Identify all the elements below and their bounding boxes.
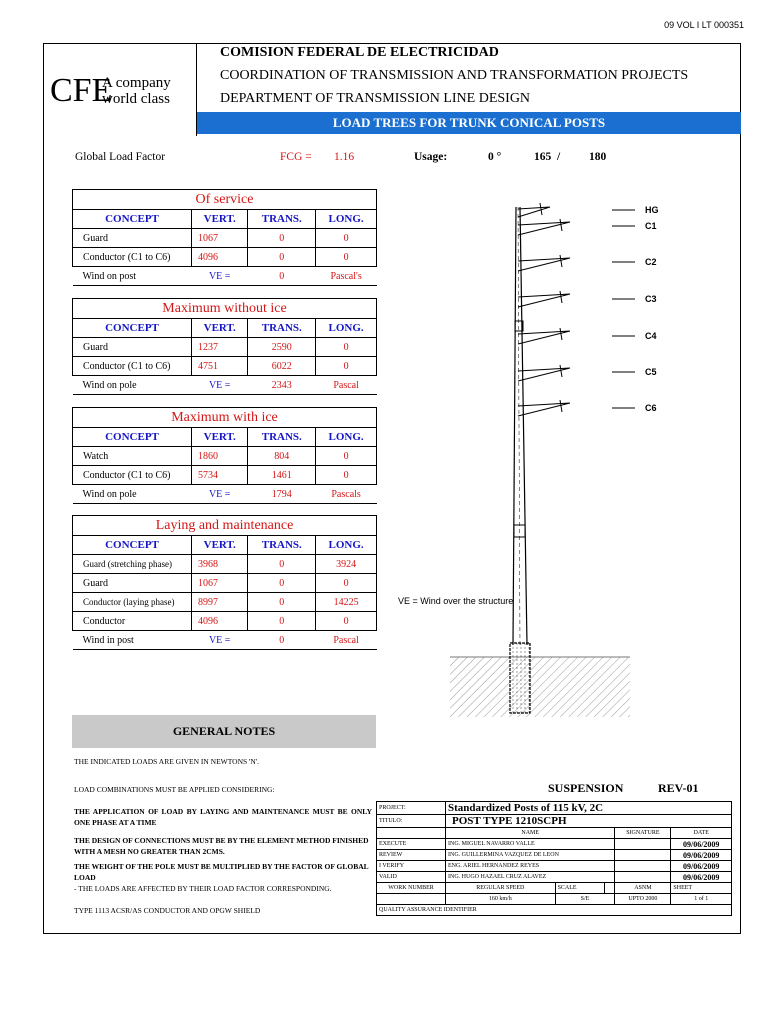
label-c3: C3 xyxy=(645,294,657,304)
col-vert: VERT. xyxy=(192,428,248,447)
cfe-logo xyxy=(50,72,190,112)
row-trans: 0 xyxy=(248,612,316,631)
wind-value: 0 xyxy=(248,267,316,286)
table-row xyxy=(73,574,377,593)
person-name: ING. HUGO HAZAEL CRUZ ALAVEZ xyxy=(446,872,615,883)
row-vert: 5734 xyxy=(192,466,248,485)
col-name: NAME xyxy=(446,828,615,839)
role: VALID xyxy=(377,872,446,883)
person-name: ING. MIGUEL NAVARRO VALLE xyxy=(446,839,615,850)
pole-left-edge xyxy=(513,207,516,645)
usage-label: Usage: xyxy=(414,151,448,163)
signature xyxy=(615,839,671,850)
row-concept: Guard (stretching phase) xyxy=(73,555,192,574)
usage-angle-1: 0 ° xyxy=(488,151,502,163)
person-name: ING. GUILLERMINA VAZQUEZ DE LEON xyxy=(446,850,615,861)
role: EXECUTE xyxy=(377,839,446,850)
row-concept: Conductor (C1 to C6) xyxy=(73,357,192,376)
pole-axis xyxy=(518,207,520,645)
load-table-max-with-ice xyxy=(72,407,377,504)
table-title: Maximum with ice xyxy=(73,408,377,428)
table-row xyxy=(73,555,377,574)
row-long: 0 xyxy=(316,357,377,376)
label-c2: C2 xyxy=(645,257,657,267)
wind-unit: Pascal's xyxy=(316,267,377,286)
table-row xyxy=(73,447,377,466)
row-vert: 4096 xyxy=(192,612,248,631)
wind-ve-label: VE = xyxy=(192,376,248,395)
table-row xyxy=(73,612,377,631)
suspension-label: SUSPENSION xyxy=(548,781,624,795)
document-id: 09 VOL I LT 000351 xyxy=(664,20,744,30)
table-row xyxy=(73,357,377,376)
table-row xyxy=(73,338,377,357)
load-table-laying-maintenance xyxy=(72,515,377,650)
wind-note: VE = Wind over the structure xyxy=(398,596,514,606)
col-date: DATE xyxy=(671,828,732,839)
col-concept: CONCEPT xyxy=(73,319,192,338)
row-concept: Watch xyxy=(73,447,192,466)
wind-value: 0 xyxy=(248,631,316,650)
col-vert: VERT. xyxy=(192,210,248,229)
footer-label: SHEET xyxy=(671,883,732,894)
row-vert: 8997 xyxy=(192,593,248,612)
wind-row xyxy=(73,376,377,395)
usage-angle-2: 165 xyxy=(534,151,552,163)
date: 09/06/2009 xyxy=(671,850,732,861)
table-row xyxy=(73,593,377,612)
footer-label: REGULAR SPEED xyxy=(446,883,556,894)
row-long: 0 xyxy=(316,338,377,357)
label-c5: C5 xyxy=(645,367,657,377)
row-trans: 0 xyxy=(248,574,316,593)
row-concept: Guard xyxy=(73,338,192,357)
load-factor-label: Global Load Factor xyxy=(75,151,166,163)
general-notes-title: GENERAL NOTES xyxy=(72,715,376,748)
usage-separator: / xyxy=(557,151,561,163)
row-trans: 2590 xyxy=(248,338,316,357)
label-hg: HG xyxy=(645,205,659,215)
row-long: 0 xyxy=(316,229,377,248)
foundation xyxy=(510,643,530,713)
signature xyxy=(615,861,671,872)
footer-value xyxy=(377,894,446,905)
wind-row xyxy=(73,267,377,286)
row-vert: 1067 xyxy=(192,574,248,593)
title-banner: LOAD TREES FOR TRUNK CONICAL POSTS xyxy=(197,112,741,134)
table-title: Maximum without ice xyxy=(73,299,377,319)
row-long: 3924 xyxy=(316,555,377,574)
note-6: - THE LOADS ARE AFFECTED BY THEIR LOAD FACTOR CORRESPONDING. xyxy=(74,884,332,893)
col-trans: TRANS. xyxy=(248,428,316,447)
logo-line1: A company xyxy=(102,75,171,91)
label-c1: C1 xyxy=(645,221,657,231)
table-row xyxy=(73,248,377,267)
table-title: Of service xyxy=(73,190,377,210)
footer-label: SCALE xyxy=(555,883,604,894)
row-long: 0 xyxy=(316,447,377,466)
project-label: PROJECT: xyxy=(377,802,446,815)
wind-row xyxy=(73,631,377,650)
note-2: LOAD COMBINATIONS MUST BE APPLIED CONSIDERING: xyxy=(74,785,275,794)
header-department: DEPARTMENT OF TRANSMISSION LINE DESIGN xyxy=(220,91,531,106)
fcg-label: FCG = xyxy=(280,151,312,163)
row-trans: 0 xyxy=(248,229,316,248)
wind-value: 2343 xyxy=(248,376,316,395)
pole-right-edge xyxy=(520,207,527,645)
footer-value: 1 of 1 xyxy=(671,894,732,905)
row-vert: 4096 xyxy=(192,248,248,267)
wind-label: Wind on pole xyxy=(73,376,192,395)
col-concept: CONCEPT xyxy=(73,536,192,555)
label-c6: C6 xyxy=(645,403,657,413)
logo-mark: CFE xyxy=(50,72,113,109)
table-row xyxy=(377,850,732,861)
row-concept: Guard xyxy=(73,229,192,248)
wind-ve-label: VE = xyxy=(192,631,248,650)
wind-unit: Pascal xyxy=(316,631,377,650)
footer-value: UPTO 2000 xyxy=(615,894,671,905)
col-long: LONG. xyxy=(316,536,377,555)
signature xyxy=(615,850,671,861)
wind-label: Wind on post xyxy=(73,267,192,286)
wind-unit: Pascals xyxy=(316,485,377,504)
row-concept: Conductor (C1 to C6) xyxy=(73,466,192,485)
level-lines xyxy=(612,210,635,408)
row-trans: 0 xyxy=(248,248,316,267)
row-vert: 1067 xyxy=(192,229,248,248)
col-trans: TRANS. xyxy=(248,319,316,338)
row-concept: Conductor (C1 to C6) xyxy=(73,248,192,267)
footer-value: 160 km/h xyxy=(446,894,556,905)
table-row xyxy=(73,466,377,485)
wind-unit: Pascal xyxy=(316,376,377,395)
wind-ve-label: VE = xyxy=(192,267,248,286)
table-row xyxy=(73,229,377,248)
note-1: THE INDICATED LOADS ARE GIVEN IN NEWTONS 'N'. xyxy=(74,757,260,766)
ground-hatch xyxy=(450,657,630,717)
table-row xyxy=(377,861,732,872)
note-3: THE APPLICATION OF LOAD BY LAYING AND MAINTENANCE MUST BE ONLY ONE PHASE AT A TIME xyxy=(74,807,372,827)
title-block xyxy=(376,801,732,916)
pole-diagram xyxy=(420,195,680,720)
fcg-value: 1.16 xyxy=(334,151,355,163)
col-trans: TRANS. xyxy=(248,210,316,229)
load-table-of-service xyxy=(72,189,377,286)
row-concept: Guard xyxy=(73,574,192,593)
wind-ve-label: VE = xyxy=(192,485,248,504)
header-coordination: COORDINATION OF TRANSMISSION AND TRANSFORMATION PROJECTS xyxy=(220,68,689,83)
wind-label: Wind on pole xyxy=(73,485,192,504)
revision-label: REV-01 xyxy=(658,781,699,795)
qa-identifier: QUALITY ASSURANCE IDENTIFIER xyxy=(377,905,732,916)
wind-label: Wind in post xyxy=(73,631,192,650)
col-concept: CONCEPT xyxy=(73,428,192,447)
header-org: COMISION FEDERAL DE ELECTRICIDAD xyxy=(220,45,499,60)
col-long: LONG. xyxy=(316,210,377,229)
col-trans: TRANS. xyxy=(248,536,316,555)
row-vert: 1860 xyxy=(192,447,248,466)
footer-label: WORK NUMBER xyxy=(377,883,446,894)
row-trans: 6022 xyxy=(248,357,316,376)
row-trans: 804 xyxy=(248,447,316,466)
row-long: 0 xyxy=(316,612,377,631)
project-value: Standardized Posts of 115 kV, 2C xyxy=(446,802,732,815)
col-vert: VERT. xyxy=(192,319,248,338)
titulo-label: TITULO: xyxy=(377,815,446,828)
titulo-value: POST TYPE 1210SCPH xyxy=(446,815,732,828)
note-5: THE WEIGHT OF THE POLE MUST BE MULTIPLIED BY THE FACTOR OF GLOBAL LOAD xyxy=(74,862,369,882)
person-name: ENG. ARIEL HERNANDEZ REYES xyxy=(446,861,615,872)
footer-value: S/E xyxy=(555,894,615,905)
col-long: LONG. xyxy=(316,319,377,338)
row-long: 0 xyxy=(316,574,377,593)
note-7: TYPE 1113 ACSR/AS CONDUCTOR AND OPGW SHIELD xyxy=(74,906,261,915)
col-vert: VERT. xyxy=(192,536,248,555)
signature xyxy=(615,872,671,883)
table-title: Laying and maintenance xyxy=(73,516,377,536)
row-long: 14225 xyxy=(316,593,377,612)
col-signature: SIGNATURE xyxy=(615,828,671,839)
col-concept: CONCEPT xyxy=(73,210,192,229)
row-long: 0 xyxy=(316,466,377,485)
row-long: 0 xyxy=(316,248,377,267)
label-c4: C4 xyxy=(645,331,657,341)
role: I VERIFY xyxy=(377,861,446,872)
table-row xyxy=(377,839,732,850)
row-concept: Conductor xyxy=(73,612,192,631)
row-concept: Conductor (laying phase) xyxy=(73,593,192,612)
row-vert: 4751 xyxy=(192,357,248,376)
date: 09/06/2009 xyxy=(671,861,732,872)
row-vert: 1237 xyxy=(192,338,248,357)
usage-angle-3: 180 xyxy=(589,151,607,163)
crossarms xyxy=(518,203,570,416)
date: 09/06/2009 xyxy=(671,839,732,850)
col-long: LONG. xyxy=(316,428,377,447)
role: REVIEW xyxy=(377,850,446,861)
date: 09/06/2009 xyxy=(671,872,732,883)
note-4: THE DESIGN OF CONNECTIONS MUST BE BY THE ELEMENT METHOD FINISHED WITH A MESH NO GREATER THAN 2CMS. xyxy=(74,836,369,856)
load-table-max-without-ice xyxy=(72,298,377,395)
footer-label: ASNM xyxy=(615,883,671,894)
row-trans: 1461 xyxy=(248,466,316,485)
row-vert: 3968 xyxy=(192,555,248,574)
wind-value: 1794 xyxy=(248,485,316,504)
logo-line2: world class xyxy=(102,91,170,107)
wind-row xyxy=(73,485,377,504)
row-trans: 0 xyxy=(248,555,316,574)
table-row xyxy=(377,872,732,883)
row-trans: 0 xyxy=(248,593,316,612)
